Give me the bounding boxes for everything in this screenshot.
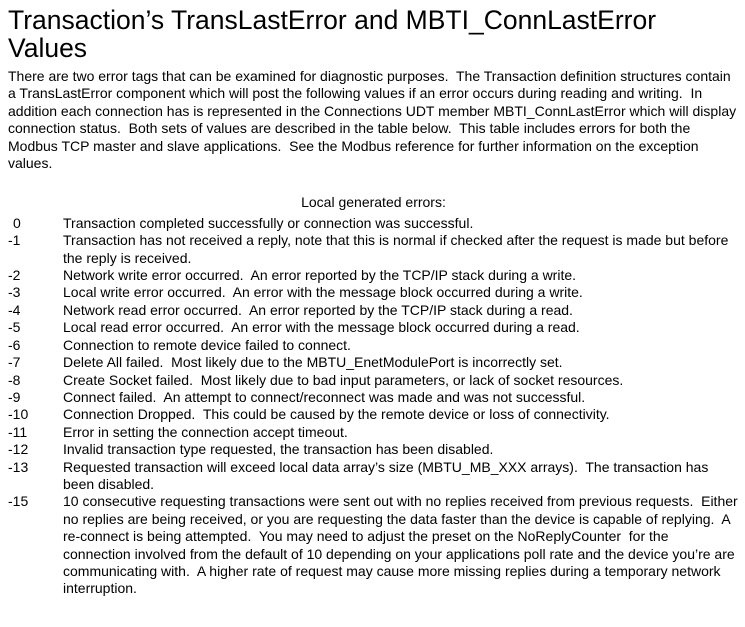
error-row xyxy=(8,354,739,371)
error-description: Transaction has not received a reply, note that this is normal if checked after the request is made but before the reply is received. xyxy=(63,232,733,266)
error-row xyxy=(8,232,739,267)
error-code: -6 xyxy=(8,336,21,353)
error-description: Invalid transaction type requested, the transaction has been disabled. xyxy=(63,441,494,458)
error-description: 10 consecutive requesting transactions were sent out with no replies received from previous requests. Either no replies are being received, or you are requesting the data faster than the device is capable of replying. A re-connect is being attempted. You may need to adjust the preset on the NoReplyCounter for the connection involved from the default of 10 depending on your applications poll rate and the device you’re are communicating with. A higher rate of request may cause more missing replies during a temporary network interruption. xyxy=(63,493,742,597)
error-code: -5 xyxy=(8,319,21,336)
error-code: -8 xyxy=(8,371,21,388)
error-description: Connection to remote device failed to connect. xyxy=(63,336,351,353)
error-code: 0 xyxy=(13,214,21,231)
error-code: -7 xyxy=(8,354,21,371)
error-code: -11 xyxy=(8,423,28,440)
error-description: Connect failed. An attempt to connect/reconnect was made and was not successful. xyxy=(63,388,586,405)
error-row xyxy=(8,284,739,301)
error-description: Network read error occurred. An error reported by the TCP/IP stack during a read. xyxy=(63,301,573,318)
error-row xyxy=(8,493,742,597)
error-description: Local read error occurred. An error with the message block occurred during a read. xyxy=(63,319,580,336)
error-row xyxy=(8,302,739,319)
error-row xyxy=(8,337,739,354)
section-heading: Local generated errors: xyxy=(301,194,446,211)
error-code: -12 xyxy=(8,441,29,458)
error-code: -1 xyxy=(8,232,21,249)
error-description: Delete All failed. Most likely due to the MBTU_EnetModulePort is incorrectly set. xyxy=(63,354,563,371)
error-description: Create Socket failed. Most likely due to bad input parameters, or lack of socket resources. xyxy=(63,371,624,388)
error-description: Network write error occurred. An error reported by the TCP/IP stack during a write. xyxy=(63,267,577,284)
error-description: Error in setting the connection accept timeout. xyxy=(63,423,348,440)
error-row xyxy=(8,389,739,406)
error-code: -10 xyxy=(8,406,29,423)
page-title: Transaction’s TransLastError and MBTI_ConnLastError Values xyxy=(8,5,657,63)
error-row xyxy=(8,319,739,336)
error-row xyxy=(8,424,739,441)
error-description: Connection Dropped. This could be caused by the remote device or loss of connectivity. xyxy=(63,406,610,423)
error-code: -4 xyxy=(8,301,21,318)
error-list xyxy=(8,214,742,598)
error-code: -13 xyxy=(8,458,29,475)
error-description: Local write error occurred. An error with the message block occurred during a write. xyxy=(63,284,583,301)
intro-paragraph: There are two error tags that can be examined for diagnostic purposes. The Transaction definition structures contain a TransLastError component which will post the following values if an error occurs during reading and writing. In addition each connection has is represented in the Connections UDT member MBTI_ConnLastError which will display connection status. Both sets of values are described in the table below. This table includes errors for both the Modbus TCP master and slave applications. See the Modbus reference for further information on the exception values. xyxy=(8,68,740,172)
error-code: -15 xyxy=(8,493,29,510)
error-code: -3 xyxy=(8,284,21,301)
error-description: Transaction completed successfully or connection was successful. xyxy=(63,214,474,231)
error-row xyxy=(8,406,739,423)
error-description: Requested transaction will exceed local data array’s size (MBTU_MB_XXX arrays). The transaction has been disabled. xyxy=(63,458,713,492)
error-row xyxy=(8,372,739,389)
error-row xyxy=(8,459,739,494)
error-row xyxy=(8,267,739,284)
error-row xyxy=(8,215,739,232)
error-code: -2 xyxy=(8,267,21,284)
error-row xyxy=(8,441,739,458)
error-code: -9 xyxy=(8,388,21,405)
